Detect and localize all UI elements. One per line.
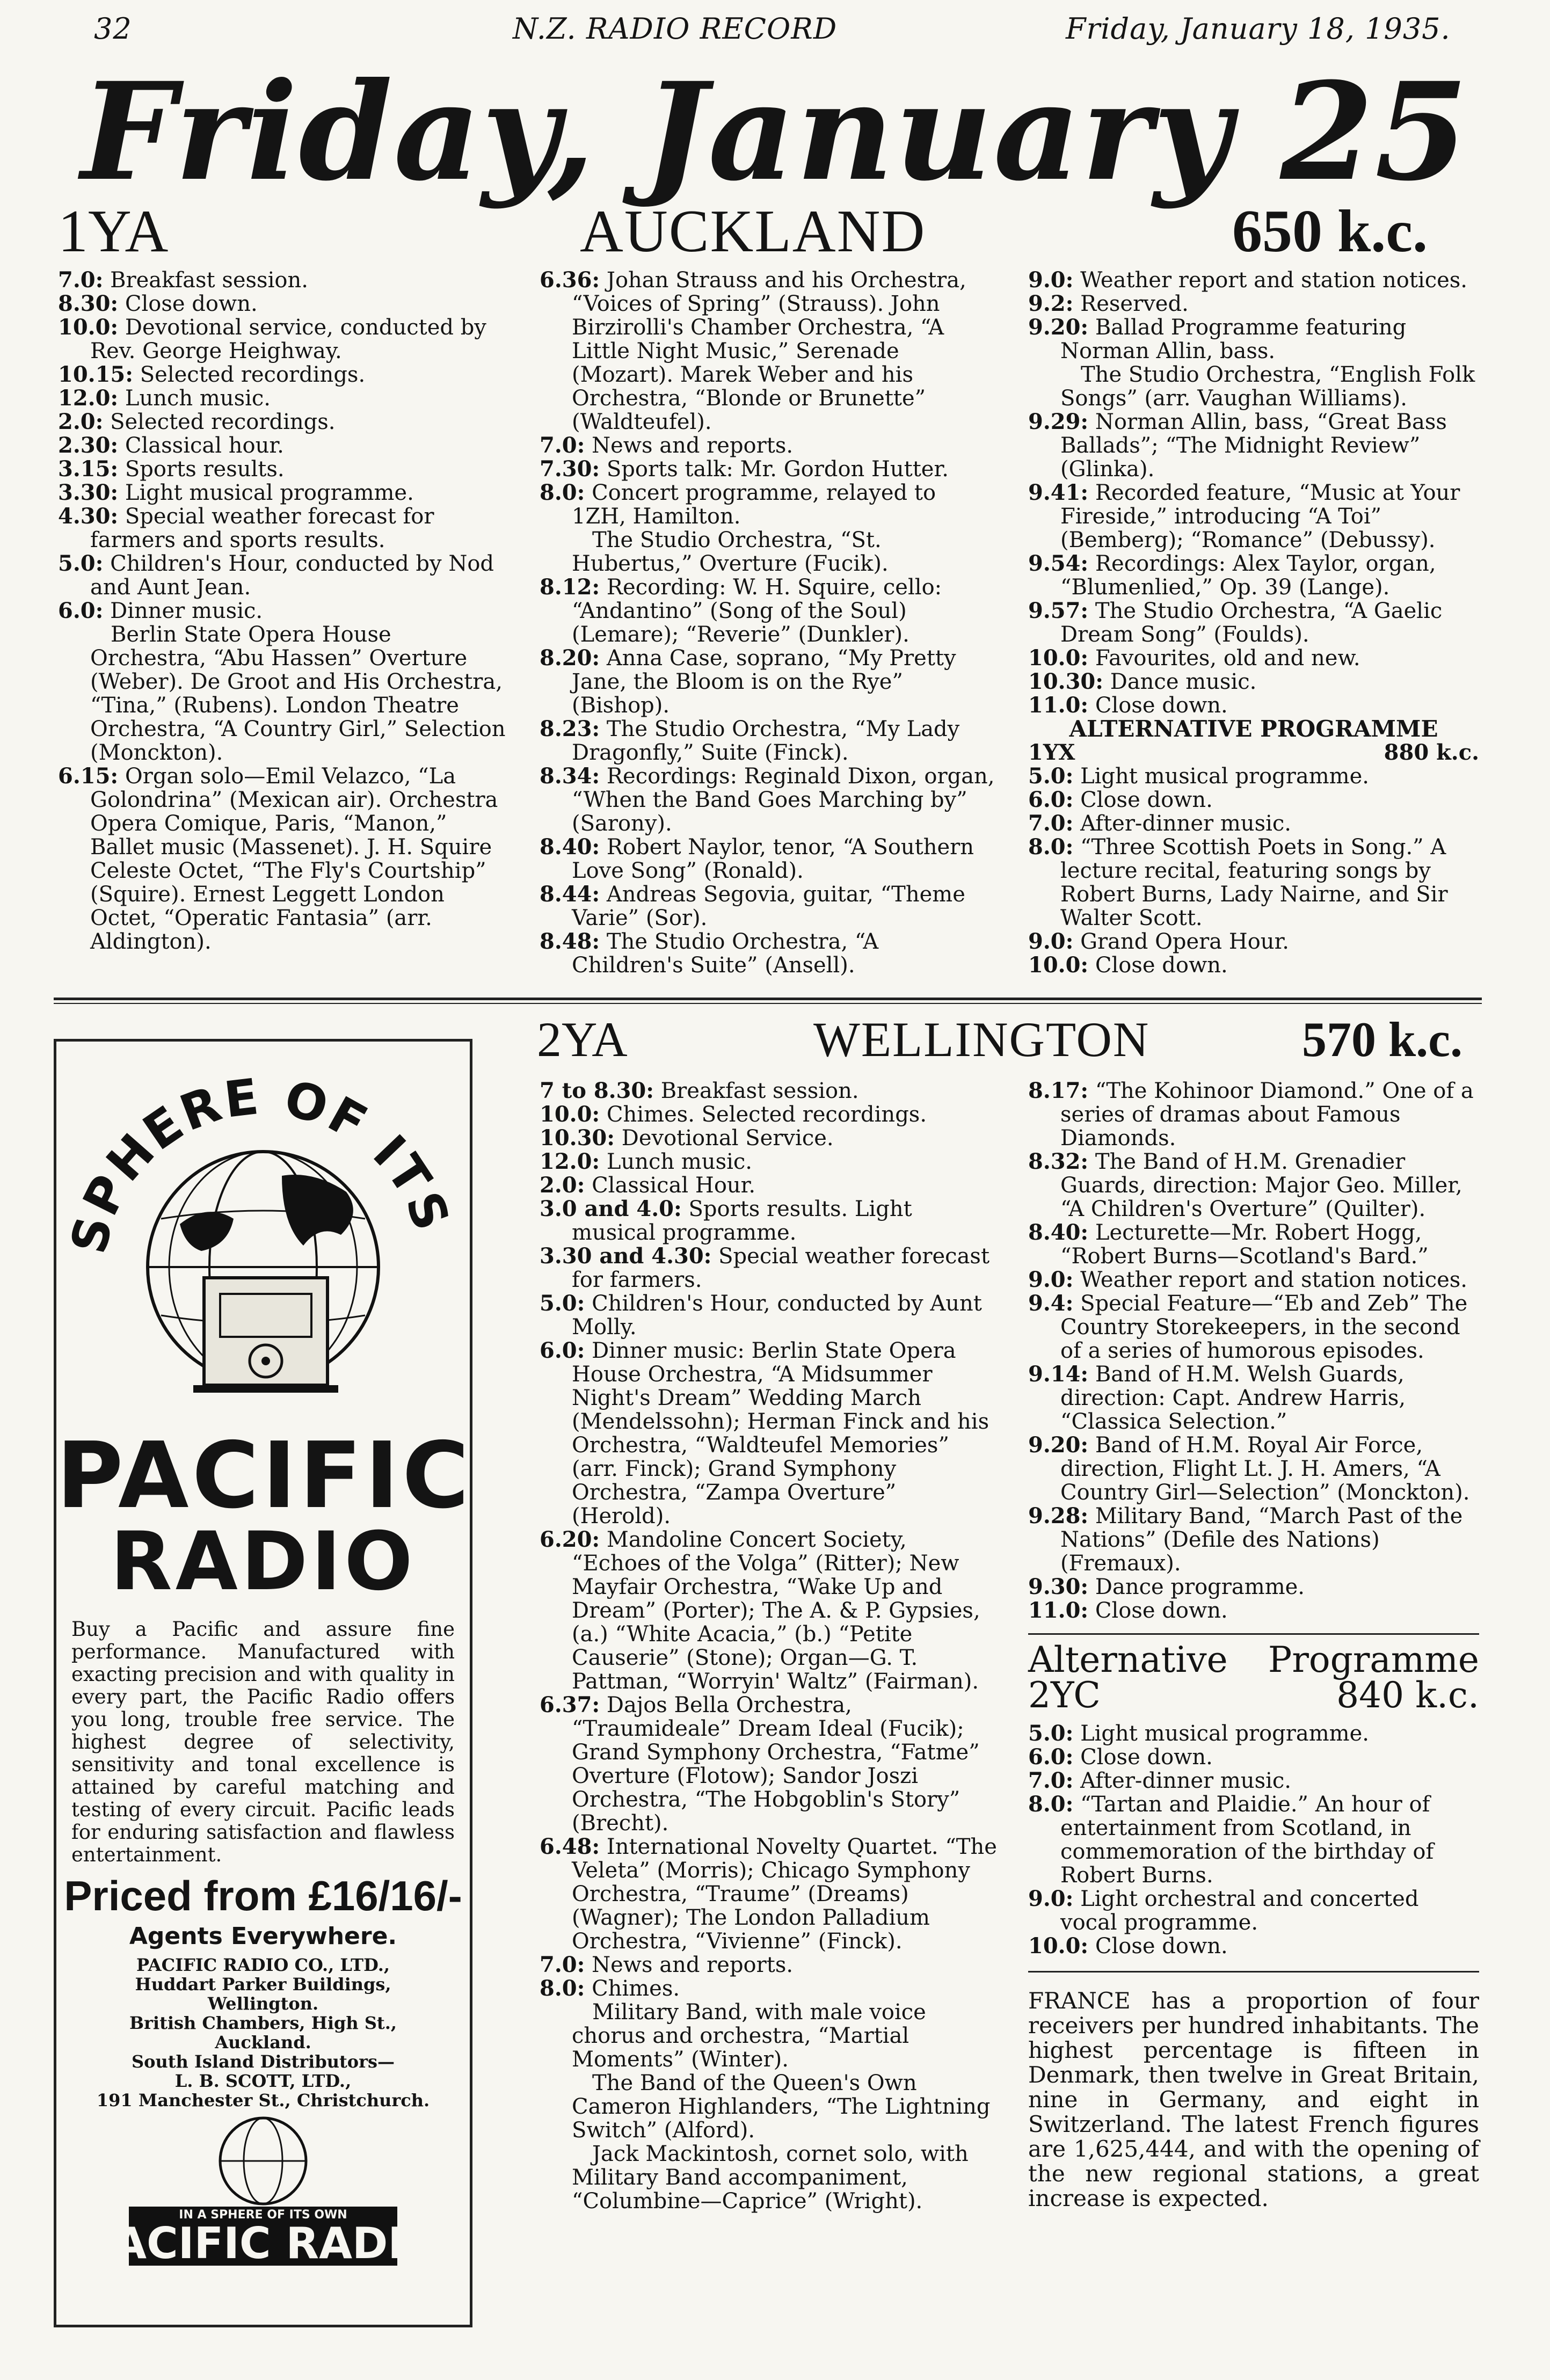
programme-time: 8.44: [540, 882, 600, 907]
programme-description: Selected recordings. [110, 410, 336, 434]
programme-time: 5.0: [540, 1291, 585, 1316]
programme-time: 9.20: [1028, 1432, 1089, 1458]
programme-time: 6.37: [540, 1692, 600, 1717]
programme-time: 7 to 8.30: [540, 1078, 654, 1103]
programme-1ya-item [1028, 694, 1479, 717]
programme-description: Grand Opera Hour. [1080, 929, 1290, 954]
programme-1ya-item [1028, 599, 1479, 646]
programme-2ya-item [540, 1126, 1001, 1150]
programme-2ya-item [1028, 1599, 1479, 1622]
alternative-programme-heading: ALTERNATIVE PROGRAMME [1069, 716, 1438, 742]
alternative-heading-2yc [1028, 1639, 1479, 1680]
programme-time: 9.41: [1028, 480, 1089, 505]
programme-2yc-item [1028, 1722, 1479, 1745]
programme-description: News and reports. [592, 1953, 794, 1977]
programme-column-2ya-1 [540, 1079, 1001, 2213]
programme-time: 9.0: [1028, 1886, 1074, 1911]
programme-description: Light orchestral and concerted vocal programme. [1060, 1887, 1419, 1935]
page-number: 32 [94, 12, 132, 46]
programme-time: 8.40: [540, 834, 600, 860]
programme-description: Classical hour. [125, 433, 284, 458]
programme-time: 9.0: [1028, 929, 1074, 954]
programme-description: Close down. [1095, 693, 1228, 718]
programme-description: Norman Allin, bass, “Great Bass Ballads”; “The Midnight Review” (Glinka). [1060, 410, 1447, 482]
alternative-station-row [1028, 741, 1479, 765]
programme-description: Light musical programme. [1080, 764, 1369, 789]
programme-1ya-item [58, 457, 509, 481]
programme-time: 8.0: [1028, 1792, 1074, 1817]
programme-time: 10.0: [1028, 1933, 1089, 1959]
programme-time: 2.0: [58, 409, 104, 434]
programme-column-1ya-1 [58, 268, 509, 954]
programme-description: Close down. [125, 292, 258, 316]
alternative-station-row-2yc [1028, 1675, 1479, 1716]
station-frequency-2ya: 570 k.c. [1302, 1012, 1462, 1067]
programme-description: Recordings: Alex Taylor, organ, “Blumenlied,” Op. 39 (Lange). [1060, 551, 1436, 600]
programme-1ya-item [58, 387, 509, 410]
programme-time: 6.0: [1028, 787, 1074, 812]
programme-time: 3.30: [58, 480, 119, 505]
programme-2ya-item [1028, 1575, 1479, 1599]
ad-logo-emblem [56, 2110, 470, 2271]
programme-description: Dajos Bella Orchestra, “Traumideale” Dream Ideal (Fucik); Grand Symphony Orchestra, “Fatme” Overture (Flotow); Sandor Joszi Orchestra, “The Hobgoblin's Story” (Brecht). [572, 1693, 980, 1836]
programme-description: Special Feature—“Eb and Zeb” The Country Storekeepers, in the second of a series of humorous episodes. [1060, 1291, 1468, 1363]
programme-1ya-item [540, 835, 996, 883]
programme-time: 8.30: [58, 291, 119, 316]
programme-time: 4.30: [58, 504, 119, 529]
ad-distributor-name: L. B. SCOTT, LTD., [174, 2071, 352, 2091]
programme-1yx-item [1028, 954, 1479, 977]
programme-description: After-dinner music. [1080, 1768, 1292, 1793]
programme-description: Sports results. [125, 457, 285, 482]
programme-description: Band of H.M. Royal Air Force, direction, Flight Lt. J. H. Amers, “A Country Girl—Selection” (Monckton). [1060, 1433, 1470, 1505]
programme-1ya-item [540, 457, 996, 481]
programme-1ya-item [1028, 410, 1479, 481]
programme-description: Weather report and station notices. [1080, 1268, 1468, 1292]
programme-2ya-item [1028, 1433, 1479, 1504]
programme-description: Close down. [1080, 1745, 1213, 1770]
programme-time: 9.29: [1028, 409, 1089, 434]
programme-2ya-item [540, 1693, 1001, 1835]
programme-1ya-item [1028, 292, 1479, 316]
programme-2ya-item [540, 1103, 1001, 1126]
programme-time: 11.0: [1028, 693, 1089, 718]
programme-column-1ya-2 [540, 268, 996, 977]
station-code-1ya: 1YA [58, 198, 169, 265]
programme-description: Devotional service, conducted by Rev. George Heighway. [90, 315, 486, 363]
programme-1ya-item [58, 410, 509, 434]
programme-1ya-item [540, 717, 996, 765]
programme-description: Classical Hour. [592, 1173, 756, 1198]
ad-address-line4: Auckland. [215, 2032, 311, 2053]
globe-illustration [56, 1042, 470, 1450]
alternative-station-code: 1YX [1028, 740, 1075, 765]
alternative-frequency-2yc: 840 k.c. [1336, 1675, 1479, 1716]
programme-time: 3.30 and 4.30: [540, 1243, 712, 1269]
issue-date: Friday, January 18, 1935. [1066, 12, 1451, 46]
programme-time: 10.0: [1028, 952, 1089, 978]
programme-description: After-dinner music. [1080, 811, 1292, 836]
programme-description: “The Kohinoor Diamond.” One of a series of dramas about Famous Diamonds. [1060, 1079, 1474, 1151]
programme-description: Organ solo—Emil Velazco, “La Golondrina” (Mexican air). Orchestra Opera Comique, Paris, “Manon,” Ballet music (Massenet). J. H. Squire Celeste Octet, “The Fly's Courtship” (Squire). Ernest Leggett London Octet, “Operatic Fantasia” (arr. Aldington). [90, 764, 498, 954]
programme-time: 12.0: [540, 1149, 600, 1174]
programme-1ya-item [540, 930, 996, 977]
programme-time: 7.0: [1028, 1768, 1074, 1793]
programme-description: Andreas Segovia, guitar, “Theme Varie” (Sor). [572, 882, 965, 930]
programme-time: 10.15: [58, 362, 134, 387]
programme-description: Favourites, old and new. [1095, 646, 1360, 671]
programme-1ya-item [540, 646, 996, 717]
programme-time: 7.0: [58, 267, 104, 293]
programme-2ya-item [540, 1835, 1001, 1953]
programme-2yc-item [1028, 1769, 1479, 1793]
programme-1ya-item [1028, 646, 1479, 670]
brand-pacific: PACIFIC [56, 1423, 472, 1529]
programme-time: 8.0: [540, 1976, 585, 2001]
programme-2yc-item [1028, 1793, 1479, 1887]
programme-description: Ballad Programme featuring Norman Allin, bass. [1060, 315, 1407, 363]
programme-description: The Studio Orchestra, “A Gaelic Dream Song” (Foulds). [1060, 599, 1443, 647]
programme-time: 8.40: [1028, 1220, 1089, 1245]
programme-column-1ya-3 [1028, 268, 1479, 977]
programme-description: Breakfast session. [660, 1079, 859, 1103]
programme-description: The Studio Orchestra, “English Folk Songs” (arr. Vaughan Williams). [1060, 362, 1475, 411]
programme-2ya-item [1028, 1221, 1479, 1268]
programme-description: The Studio Orchestra, “St. Hubertus,” Overture (Fucik). [572, 528, 889, 576]
programme-description: Jack Mackintosh, cornet solo, with Military Band accompaniment, “Columbine—Caprice” (Wright). [572, 2142, 969, 2214]
brand-radio: RADIO [110, 1515, 416, 1608]
programme-time: 2.30: [58, 433, 119, 458]
programme-description: Anna Case, soprano, “My Pretty Jane, the Bloom is on the Rye” (Bishop). [572, 646, 956, 718]
programme-1ya-item [58, 481, 509, 505]
programme-2ya-item [540, 1150, 1001, 1174]
programme-description: Children's Hour, conducted by Aunt Molly. [572, 1291, 982, 1340]
programme-1ya-item [540, 528, 996, 576]
programme-2ya-item [540, 1528, 1001, 1693]
programme-description: The Studio Orchestra, “My Lady Dragonfly,” Suite (Finck). [572, 717, 960, 765]
programme-time: 12.0: [58, 385, 119, 411]
programme-description: Reserved. [1080, 292, 1189, 316]
programme-description: International Novelty Quartet. “The Veleta” (Morris); Chicago Symphony Orchestra, “Traume” (Dreams) (Wagner); The London Palladium Orchestra, “Vivienne” (Finck). [572, 1835, 997, 1954]
programme-time: 9.30: [1028, 1574, 1089, 1599]
programme-time: 6.20: [540, 1527, 600, 1552]
programme-description: “Three Scottish Poets in Song.” A lecture recital, featuring songs by Robert Burns, Lady Nairne, and Sir Walter Scott. [1060, 835, 1448, 930]
programme-2ya-item [540, 1079, 1001, 1103]
programme-time: 8.17: [1028, 1078, 1089, 1103]
programme-time: 9.14: [1028, 1362, 1089, 1387]
programme-description: Chimes. Selected recordings. [606, 1102, 927, 1127]
programme-time: 9.4: [1028, 1291, 1074, 1316]
programme-time: 8.23: [540, 716, 600, 741]
pacific-radio-advertisement [54, 1039, 472, 2327]
ad-agents: Agents Everywhere. [129, 1923, 397, 1950]
programme-time: 7.0: [1028, 811, 1074, 836]
programme-2ya-item [540, 1339, 1001, 1528]
programme-2ya-item [540, 2071, 1001, 2142]
programme-description: Recording: W. H. Squire, cello: “Andantino” (Song of the Soul) (Lemare); “Reverie” (Dunkler). [572, 575, 942, 647]
programme-2yc-item [1028, 1887, 1479, 1934]
programme-1ya-item [1028, 481, 1479, 552]
programme-column-2ya-2 [1028, 1079, 1479, 2211]
programme-description: Military Band, with male voice chorus and orchestra, “Martial Moments” (Winter). [572, 2000, 926, 2072]
programme-1ya-item [58, 316, 509, 363]
programme-time: 6.0: [540, 1338, 585, 1363]
programme-time: 6.0: [58, 598, 104, 623]
programme-2ya-item [1028, 1150, 1479, 1221]
programme-time: 8.0: [540, 480, 585, 505]
programme-label: Programme [1268, 1639, 1479, 1680]
programme-time: 9.0: [1028, 267, 1074, 293]
programme-time: 6.36: [540, 267, 600, 293]
programme-2ya-item [540, 1977, 1001, 2000]
programme-time: 10.30: [540, 1125, 615, 1151]
programme-1ya-item [1028, 670, 1479, 694]
programme-description: Close down. [1095, 1598, 1228, 1623]
programme-1ya-item [58, 552, 509, 599]
programme-1yx-item [1028, 930, 1479, 954]
programme-description: Light musical programme. [1080, 1721, 1369, 1746]
programme-time: 8.48: [540, 929, 600, 954]
programme-time: 8.32: [1028, 1149, 1089, 1174]
programme-description: Weather report and station notices. [1080, 268, 1468, 293]
programme-1ya-item [58, 434, 509, 457]
programme-2ya-item [540, 1197, 1001, 1244]
programme-1ya-item [1028, 316, 1479, 363]
programme-description: Special weather forecast for farmers and sports results. [90, 504, 434, 552]
programme-description: Recordings: Reginald Dixon, organ, “When the Band Goes Marching by” (Sarony). [572, 764, 995, 836]
programme-1yx-item [1028, 765, 1479, 788]
programme-description: Lecturette—Mr. Robert Hogg, “Robert Burns—Scotland's Bard.” [1060, 1220, 1429, 1269]
programme-2yc-item [1028, 1934, 1479, 1958]
publication-name: N.Z. RADIO RECORD [513, 12, 838, 46]
ad-distributor-address: 191 Manchester St., Christchurch. [96, 2090, 430, 2110]
programme-2ya-item [1028, 1504, 1479, 1575]
programme-description: Close down. [1080, 788, 1213, 812]
programme-1ya-item [58, 623, 509, 765]
programme-1yx-item [1028, 788, 1479, 812]
programme-2ya-item [540, 1244, 1001, 1292]
programme-time: 6.48: [540, 1834, 600, 1859]
programme-1ya-item [1028, 363, 1479, 410]
programme-time: 7.0: [540, 1952, 585, 1977]
programme-time: 3.0 and 4.0: [540, 1196, 682, 1221]
programme-1ya-item [58, 292, 509, 316]
programme-time: 11.0: [1028, 1598, 1089, 1623]
programme-2ya-item [540, 1174, 1001, 1197]
programme-time: 9.2: [1028, 291, 1074, 316]
programme-1ya-item [58, 599, 509, 623]
programme-description: News and reports. [592, 433, 794, 458]
programme-1ya-item [540, 883, 996, 930]
programme-description: Dance programme. [1095, 1575, 1305, 1599]
programme-1ya-item [1028, 552, 1479, 599]
programme-description: Close down. [1095, 953, 1228, 978]
programme-time: 3.15: [58, 456, 119, 482]
svg-text:IN A SPHERE OF ITS OWN: IN A SPHERE OF ITS OWN [179, 2208, 347, 2222]
programme-1ya-item [540, 268, 996, 434]
section-divider [54, 998, 1482, 1000]
alternative-station-frequency: 880 k.c. [1384, 740, 1479, 765]
france-listeners-note: FRANCE has a proportion of four receivers per hundred inhabitants. The highest percentage is fifteen in Denmark, then twelve in Great Britain, nine in Germany, and eight in Switzerland. The latest French figures are 1,625,444, and with the opening of the new regional stations, a great increase is expected. [1028, 1988, 1479, 2211]
programme-time: 10.30: [1028, 669, 1104, 694]
programme-2ya-item [540, 2142, 1001, 2213]
programme-time: 9.0: [1028, 1267, 1074, 1292]
section-divider-thin [54, 1003, 1482, 1004]
programme-time: 5.0: [58, 551, 104, 576]
programme-1ya-item [1028, 268, 1479, 292]
programme-time: 6.15: [58, 763, 119, 789]
alternative-label: Alternative [1028, 1639, 1228, 1680]
ad-address-line1: Huddart Parker Buildings, [135, 1974, 391, 1995]
programme-1ya-item [58, 505, 509, 552]
note-divider [1028, 1971, 1479, 1973]
station-code-2ya: 2YA [537, 1012, 628, 1067]
programme-2ya-item [540, 1953, 1001, 1977]
programme-description: Children's Hour, conducted by Nod and Aunt Jean. [90, 551, 494, 600]
programme-1ya-item [58, 268, 509, 292]
programme-time: 8.12: [540, 574, 600, 600]
programme-time: 10.0: [58, 315, 119, 340]
programme-1ya-item [540, 576, 996, 646]
programme-2ya-item [1028, 1363, 1479, 1433]
programme-time: 5.0: [1028, 1721, 1074, 1746]
programme-1yx-item [1028, 812, 1479, 835]
programme-time: 10.0: [540, 1102, 600, 1127]
programme-description: Robert Naylor, tenor, “A Southern Love Song” (Ronald). [572, 835, 974, 883]
station-frequency-1ya: 650 k.c. [1232, 198, 1428, 265]
programme-1ya-item [58, 765, 509, 954]
ad-address-line2: Wellington. [207, 1993, 319, 2014]
programme-description: Devotional Service. [621, 1126, 834, 1151]
alternative-divider [1028, 1633, 1479, 1635]
day-title: Friday, January 25 [81, 53, 1469, 210]
sphere-slogan-arc: SPHERE OF ITS [60, 1067, 461, 1259]
programme-description: “Tartan and Plaidie.” An hour of entertainment from Scotland, in commemoration of the birthday of Robert Burns. [1060, 1792, 1434, 1888]
programme-description: Chimes. [592, 1976, 680, 2001]
programme-time: 7.0: [540, 433, 585, 458]
programme-description: Band of H.M. Welsh Guards, direction: Capt. Andrew Harris, “Classica Selection.” [1060, 1362, 1406, 1434]
programme-1ya-item [58, 363, 509, 387]
programme-description: Lunch music. [125, 386, 271, 411]
programme-time: 8.34: [540, 763, 600, 789]
programme-1ya-item [540, 765, 996, 835]
programme-description: Concert programme, relayed to 1ZH, Hamilton. [572, 481, 936, 529]
programme-description: Military Band, “March Past of the Nations” (Defile des Nations) (Fremaux). [1060, 1504, 1463, 1576]
ad-body-text: Buy a Pacific and assure fine performance. Manufactured with exacting precision and with quality in every part, the Pacific Radio offers you long, trouble free service. The highest degree of selectivity, sensitivity and tonal excellence is attained by careful matching and testing of every circuit. Pacific leads for enduring satisfaction and flawless entertainment. [71, 1618, 455, 1866]
programme-description: Close down. [1095, 1934, 1228, 1959]
programme-time: 8.20: [540, 645, 600, 671]
programme-description: The Studio Orchestra, “A Children's Suite” (Ansell). [572, 929, 879, 978]
programme-description: Sports results. Light musical programme. [572, 1197, 912, 1245]
programme-1yx-item [1028, 835, 1479, 930]
programme-description: Recorded feature, “Music at Your Fireside,” introducing “A Toi” (Bemberg); “Romance” (Debussy). [1060, 481, 1460, 552]
programme-description: Berlin State Opera House Orchestra, “Abu Hassen” Overture (Weber). De Groot and His Orchestra, “Tina,” (Rubens). London Theatre Orchestra, “A Country Girl,” Selection (Monckton). [90, 622, 506, 765]
programme-2ya-item [1028, 1079, 1479, 1150]
programme-time: 8.0: [1028, 834, 1074, 860]
station-city-wellington: WELLINGTON [813, 1012, 1150, 1067]
programme-description: Selected recordings. [140, 362, 366, 387]
programme-description: Dinner music: Berlin State Opera House Orchestra, “A Midsummer Night's Dream” Wedding March (Mendelssohn); Herman Finck and his Orchestra, “Waldteufel Memories” (arr. Finck); Grand Symphony Orchestra, “Zampa Overture” (Herold). [572, 1338, 989, 1529]
station-city-auckland: AUCKLAND [580, 198, 926, 265]
programme-time: 7.30: [540, 456, 600, 482]
programme-2ya-item [540, 1292, 1001, 1339]
alternative-station-code-2yc: 2YC [1028, 1675, 1101, 1716]
programme-time: 5.0: [1028, 763, 1074, 789]
programme-1ya-item [540, 434, 996, 457]
programme-time: 9.54: [1028, 551, 1089, 576]
programme-2ya-item [1028, 1268, 1479, 1292]
programme-time: 6.0: [1028, 1744, 1074, 1770]
programme-description: Lunch music. [606, 1149, 752, 1174]
ad-distributors-label: South Island Distributors— [132, 2051, 395, 2072]
programme-2yc-item [1028, 1745, 1479, 1769]
programme-description: Johan Strauss and his Orchestra, “Voices of Spring” (Strauss). John Birzirolli's Chamber Orchestra, “A Little Night Music,” Serenade (Mozart). Marek Weber and his Orchestra, “Blonde or Brunette” (Waldteufel). [572, 268, 966, 434]
ad-address-line3: British Chambers, High St., [129, 2013, 397, 2033]
programme-time: 10.0: [1028, 645, 1089, 671]
programme-description: Sports talk: Mr. Gordon Hutter. [606, 457, 949, 482]
programme-2ya-item [540, 2000, 1001, 2071]
programme-description: The Band of H.M. Grenadier Guards, direction: Major Geo. Miller, “A Children's Overture” (Quilter). [1060, 1149, 1462, 1221]
ad-company: PACIFIC RADIO CO., LTD., [136, 1955, 390, 1975]
programme-description: Light musical programme. [125, 481, 414, 505]
programme-description: Special weather forecast for farmers. [572, 1244, 990, 1292]
programme-time: 9.20: [1028, 315, 1089, 340]
programme-1ya-item [540, 481, 996, 528]
programme-description: Dance music. [1110, 669, 1257, 694]
programme-time: 9.57: [1028, 598, 1089, 623]
programme-description: Breakfast session. [110, 268, 308, 293]
ad-logo-wordmark: PACIFIC RADIO [85, 2218, 441, 2268]
programme-description: Dinner music. [110, 599, 263, 623]
ad-price: Priced from £16/16/- [64, 1872, 462, 1919]
programme-2ya-item [1028, 1292, 1479, 1363]
programme-description: Mandoline Concert Society, “Echoes of the Volga” (Ritter); New Mayfair Orchestra, “Wake Up and Dream” (Porter); The A. & P. Gypsies, (a.) “White Acacia,” (b.) “Petite Causerie” (Stone); Organ—G. T. Pattman, “Worryin' Waltz” (Fairman). [572, 1527, 980, 1694]
programme-time: 9.28: [1028, 1503, 1089, 1529]
programme-time: 2.0: [540, 1173, 585, 1198]
programme-description: The Band of the Queen's Own Cameron Highlanders, “The Lightning Switch” (Alford). [572, 2071, 991, 2143]
